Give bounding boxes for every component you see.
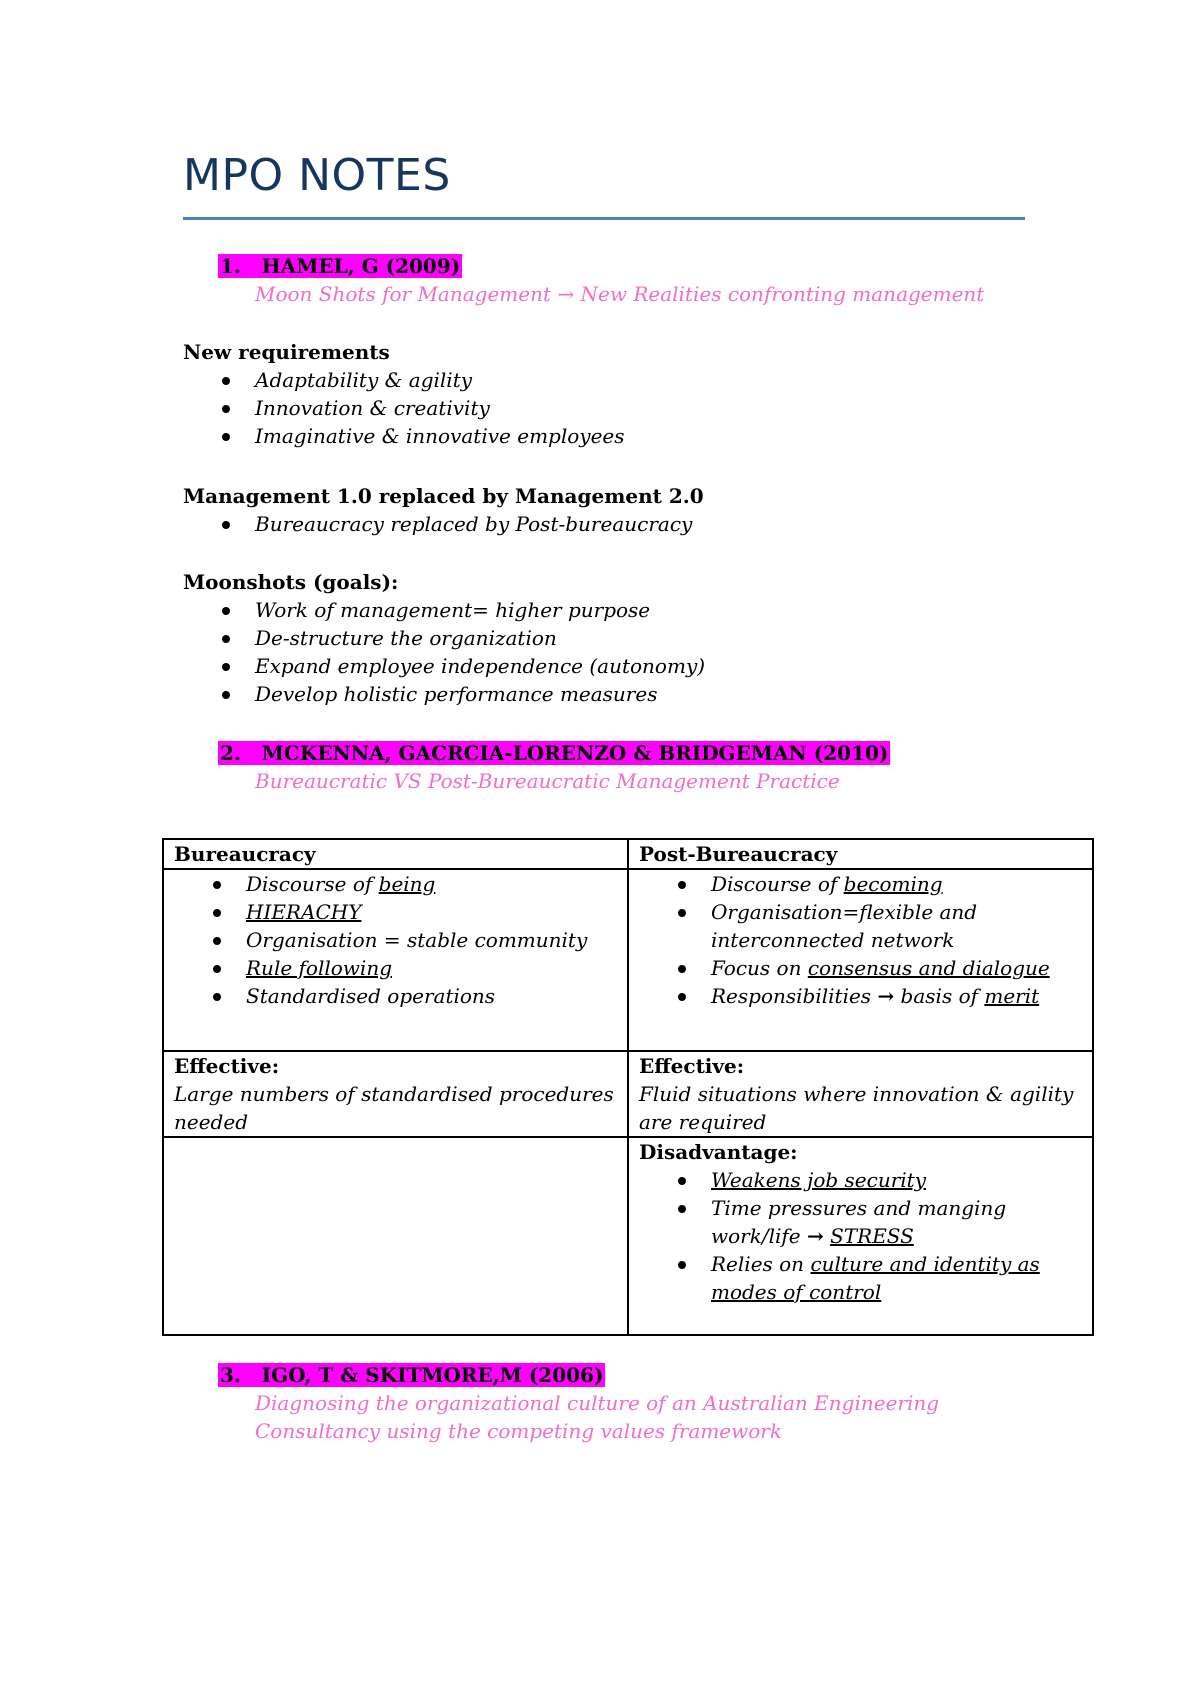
right-arrow-icon: →: [877, 984, 895, 1008]
list-item: [711, 954, 1082, 982]
list-item: De-structure the organization: [255, 624, 1083, 652]
section-number: 1.: [220, 254, 241, 278]
underlined-text: Weakens job security: [711, 1168, 927, 1192]
table-row: [163, 869, 1093, 1051]
table-header-bureaucracy: Bureaucracy: [163, 839, 628, 869]
list-item: Bureaucracy replaced by Post-bureaucracy: [255, 510, 1083, 538]
underlined-text: being: [378, 872, 436, 896]
list-item: [711, 1194, 1082, 1250]
underlined-text: becoming: [843, 872, 943, 896]
table-row: [163, 839, 1093, 869]
heading-highlight: [218, 741, 890, 765]
table-cell: [628, 1051, 1093, 1137]
list-item: Organisation = stable community: [246, 926, 617, 954]
section-hamel: [183, 252, 1083, 308]
list-item: [711, 1250, 1082, 1306]
list-item: [711, 870, 1082, 898]
section-heading-text: MCKENNA, GACRCIA-LORENZO & BRIDGEMAN (2010): [261, 741, 889, 765]
title-underline: [183, 217, 1025, 220]
text-part: basis of: [894, 984, 985, 1008]
bullet-list: [183, 510, 1083, 538]
heading-highlight: [218, 254, 462, 278]
table-header-post-bureaucracy: Post-Bureaucracy: [628, 839, 1093, 869]
section-number: 3.: [220, 1363, 241, 1387]
section-subtitle: Consultancy using the competing values framework: [255, 1419, 782, 1443]
management-block: [183, 482, 1083, 538]
effective-label: Effective:: [639, 1054, 745, 1078]
text-part: Time pressures and manging work/life: [711, 1196, 1007, 1248]
section-subtitle: Diagnosing the organizational culture of an Australian Engineering: [255, 1391, 940, 1415]
list-item: [711, 1166, 1082, 1194]
new-requirements-block: [183, 338, 1083, 450]
list-item: Imaginative & innovative employees: [255, 422, 1083, 450]
list-item: [246, 954, 617, 982]
subtitle-part: New Realities confronting management: [580, 282, 985, 306]
right-arrow-icon: →: [557, 282, 575, 306]
section-subtitle: [183, 280, 1083, 308]
effective-text: Fluid situations where innovation & agility are required: [639, 1082, 1074, 1134]
subtitle-part: Moon Shots for Management: [255, 282, 552, 306]
list-item: Innovation & creativity: [255, 394, 1083, 422]
comparison-table: [162, 838, 1094, 1336]
list-item: [246, 870, 617, 898]
bullet-list: [183, 366, 1083, 450]
section-heading-text: IGO, T & SKITMORE,M (2006): [261, 1363, 604, 1387]
bullet-list: [639, 1166, 1082, 1306]
underlined-text: culture and identity as modes of control: [711, 1252, 1040, 1304]
table-cell: [163, 869, 628, 1051]
underlined-text: merit: [984, 984, 1040, 1008]
section-mckenna: [183, 739, 1083, 795]
section-label: Management 1.0 replaced by Management 2.0: [183, 484, 704, 508]
section-subtitle: Bureaucratic VS Post-Bureaucratic Management Practice: [255, 769, 840, 793]
section-heading: [183, 1361, 1083, 1389]
moonshots-block: [183, 568, 1083, 708]
page-title: MPO NOTES: [183, 150, 451, 201]
list-item: Adaptability & agility: [255, 366, 1083, 394]
underlined-text: STRESS: [830, 1224, 914, 1248]
section-heading: [183, 252, 1083, 280]
list-item: Expand employee independence (autonomy): [255, 652, 1083, 680]
text-part: Discourse of: [711, 872, 844, 896]
effective-text: Large numbers of standardised procedures needed: [174, 1082, 614, 1134]
list-item: [246, 898, 617, 926]
list-item: Organisation=flexible and interconnected network: [711, 898, 1082, 954]
underlined-text: HIERACHY: [246, 900, 362, 924]
text-part: Relies on: [711, 1252, 811, 1276]
bullet-list: [174, 870, 617, 1010]
section-label: Moonshots (goals):: [183, 570, 399, 594]
table-cell: [628, 1137, 1093, 1335]
section-igo: [183, 1361, 1083, 1445]
heading-highlight: [218, 1363, 605, 1387]
disadvantage-label: Disadvantage:: [639, 1140, 798, 1164]
section-label: New requirements: [183, 340, 390, 364]
bullet-list: [183, 596, 1083, 708]
section-heading: [183, 739, 1083, 767]
list-item: [711, 982, 1082, 1010]
table-row: [163, 1051, 1093, 1137]
section-heading-text: HAMEL, G (2009): [261, 254, 461, 278]
underlined-text: consensus and dialogue: [807, 956, 1050, 980]
table-row: [163, 1137, 1093, 1335]
underlined-text: Rule following: [246, 956, 393, 980]
text-part: Responsibilities: [711, 984, 878, 1008]
list-item: Work of management= higher purpose: [255, 596, 1083, 624]
table-cell: [628, 869, 1093, 1051]
table-cell-empty: [163, 1137, 628, 1335]
table-cell: [163, 1051, 628, 1137]
section-number: 2.: [220, 741, 241, 765]
text-part: Discourse of: [246, 872, 379, 896]
effective-label: Effective:: [174, 1054, 280, 1078]
list-item: Develop holistic performance measures: [255, 680, 1083, 708]
bullet-list: [639, 870, 1082, 1010]
list-item: Standardised operations: [246, 982, 617, 1010]
text-part: Focus on: [711, 956, 808, 980]
right-arrow-icon: →: [806, 1224, 824, 1248]
